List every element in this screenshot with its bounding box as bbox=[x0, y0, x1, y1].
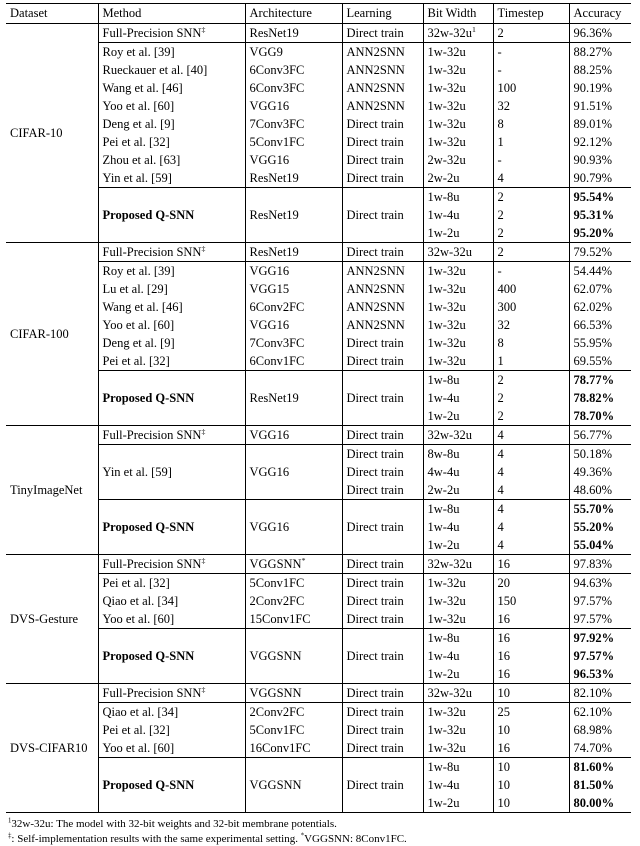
footnote-2: ‡: Self-implementation results with the same experimental setting. *VGGSNN: 8Conv1FC. bbox=[8, 832, 640, 846]
superscript: ‡ bbox=[8, 832, 11, 839]
cell-arch: VGG16 bbox=[245, 316, 342, 334]
cell-method: Deng et al. [9] bbox=[98, 115, 245, 133]
cell-bit: 1w-32u bbox=[423, 316, 493, 334]
table-row bbox=[6, 610, 631, 629]
cell-method: Pei et al. [32] bbox=[98, 133, 245, 151]
table-row bbox=[6, 24, 631, 43]
cell-timestep: 2 bbox=[493, 206, 569, 224]
cell-timestep: 8 bbox=[493, 115, 569, 133]
cell-learning: Direct train bbox=[342, 426, 423, 445]
cell-timestep: - bbox=[493, 151, 569, 169]
table-row bbox=[6, 43, 631, 62]
cell-timestep: 2 bbox=[493, 188, 569, 207]
footnotes bbox=[8, 817, 640, 846]
cell-learning: Direct train bbox=[342, 703, 423, 722]
cell-arch: 6Conv2FC bbox=[245, 298, 342, 316]
column-header-bit-width: Bit Width bbox=[423, 4, 493, 24]
cell-method: Full-Precision SNN‡ bbox=[98, 24, 245, 43]
header-row bbox=[6, 4, 631, 24]
cell-method: Proposed Q-SNN bbox=[98, 188, 245, 243]
cell-acc: 74.70% bbox=[569, 739, 631, 758]
table-row bbox=[6, 629, 631, 648]
cell-timestep: 2 bbox=[493, 407, 569, 426]
cell-bit: 2w-32u bbox=[423, 151, 493, 169]
cell-acc: 92.12% bbox=[569, 133, 631, 151]
cell-acc: 82.10% bbox=[569, 684, 631, 703]
cell-bit: 1w-32u bbox=[423, 703, 493, 722]
cell-arch: VGG16 bbox=[245, 426, 342, 445]
cell-method: Full-Precision SNN‡ bbox=[98, 555, 245, 574]
cell-method: Wang et al. [46] bbox=[98, 79, 245, 97]
cell-timestep: 16 bbox=[493, 555, 569, 574]
superscript: * bbox=[301, 832, 304, 839]
cell-acc: 78.77% bbox=[569, 371, 631, 390]
cell-arch: 5Conv1FC bbox=[245, 721, 342, 739]
cell-bit: $32w-32u^1$ bbox=[423, 24, 493, 43]
cell-acc: 90.93% bbox=[569, 151, 631, 169]
cell-timestep: 2 bbox=[493, 24, 569, 43]
cell-bit: 8w-8u bbox=[423, 445, 493, 464]
column-header-accuracy: Accuracy bbox=[569, 4, 631, 24]
cell-timestep: 2 bbox=[493, 224, 569, 243]
cell-method: Yin et al. [59] bbox=[98, 169, 245, 188]
cell-bit: 2w-2u bbox=[423, 169, 493, 188]
cell-acc: 91.51% bbox=[569, 97, 631, 115]
cell-method: Proposed Q-SNN bbox=[98, 371, 245, 426]
dataset-cell: CIFAR-10 bbox=[6, 24, 98, 243]
cell-bit: 1w-32u bbox=[423, 115, 493, 133]
cell-acc: 94.63% bbox=[569, 574, 631, 593]
cell-learning: ANN2SNN bbox=[342, 97, 423, 115]
table-row bbox=[6, 371, 631, 390]
cell-timestep: - bbox=[493, 262, 569, 281]
table-row bbox=[6, 316, 631, 334]
cell-timestep: - bbox=[493, 61, 569, 79]
cell-arch: VGGSNN bbox=[245, 758, 342, 813]
cell-timestep: 10 bbox=[493, 758, 569, 777]
cell-arch: VGG16 bbox=[245, 97, 342, 115]
cell-timestep: 4 bbox=[493, 169, 569, 188]
superscript: 1 bbox=[472, 25, 476, 34]
cell-bit: 1w-32u bbox=[423, 61, 493, 79]
cell-method: Yoo et al. [60] bbox=[98, 316, 245, 334]
cell-method: Wang et al. [46] bbox=[98, 298, 245, 316]
table-row bbox=[6, 758, 631, 777]
cell-learning: Direct train bbox=[342, 352, 423, 371]
cell-method: Yin et al. [59] bbox=[98, 445, 245, 500]
table-row bbox=[6, 592, 631, 610]
cell-method: Yoo et al. [60] bbox=[98, 739, 245, 758]
cell-arch: 2Conv2FC bbox=[245, 592, 342, 610]
cell-arch: 5Conv1FC bbox=[245, 133, 342, 151]
cell-bit: 32w-32u bbox=[423, 243, 493, 262]
cell-acc: 90.79% bbox=[569, 169, 631, 188]
cell-method: Zhou et al. [63] bbox=[98, 151, 245, 169]
cell-learning: Direct train bbox=[342, 629, 423, 684]
cell-learning: Direct train bbox=[342, 574, 423, 593]
cell-learning: ANN2SNN bbox=[342, 61, 423, 79]
cell-arch: VGG16 bbox=[245, 262, 342, 281]
table-header bbox=[6, 4, 631, 24]
superscript: * bbox=[302, 556, 306, 565]
cell-arch: ResNet19 bbox=[245, 243, 342, 262]
column-header-timestep: Timestep bbox=[493, 4, 569, 24]
cell-bit: 1w-32u bbox=[423, 43, 493, 62]
cell-bit: 1w-4u bbox=[423, 518, 493, 536]
column-header-dataset: Dataset bbox=[6, 4, 98, 24]
cell-bit: 1w-2u bbox=[423, 224, 493, 243]
cell-learning: Direct train bbox=[342, 24, 423, 43]
cell-arch: VGG16 bbox=[245, 151, 342, 169]
cell-bit: 2w-2u bbox=[423, 481, 493, 500]
cell-acc: 55.20% bbox=[569, 518, 631, 536]
cell-learning: Direct train bbox=[342, 684, 423, 703]
dataset-cell: TinyImageNet bbox=[6, 426, 98, 555]
cell-timestep: 16 bbox=[493, 665, 569, 684]
cell-bit: 1w-4u bbox=[423, 389, 493, 407]
cell-acc: 81.50% bbox=[569, 776, 631, 794]
cell-bit: 32w-32u bbox=[423, 684, 493, 703]
cell-method: Lu et al. [29] bbox=[98, 280, 245, 298]
cell-timestep: 10 bbox=[493, 776, 569, 794]
footnote-1: $^1$32w-32u: The model with 32-bit weights and 32-bit membrane potentials. bbox=[8, 817, 640, 832]
cell-bit: 1w-2u bbox=[423, 407, 493, 426]
cell-learning: Direct train bbox=[342, 151, 423, 169]
cell-arch: ResNet19 bbox=[245, 24, 342, 43]
cell-learning: ANN2SNN bbox=[342, 316, 423, 334]
cell-bit: 32w-32u bbox=[423, 555, 493, 574]
table-row bbox=[6, 574, 631, 593]
table-row bbox=[6, 262, 631, 281]
cell-bit: 1w-32u bbox=[423, 334, 493, 352]
cell-method: Pei et al. [32] bbox=[98, 352, 245, 371]
cell-bit: 1w-32u bbox=[423, 97, 493, 115]
cell-bit: 4w-4u bbox=[423, 463, 493, 481]
cell-acc: 96.53% bbox=[569, 665, 631, 684]
cell-arch: 15Conv1FC bbox=[245, 610, 342, 629]
cell-arch: VGG16 bbox=[245, 445, 342, 500]
column-header-architecture: Architecture bbox=[245, 4, 342, 24]
cell-acc: 97.83% bbox=[569, 555, 631, 574]
cell-arch: 16Conv1FC bbox=[245, 739, 342, 758]
cell-bit: 1w-2u bbox=[423, 794, 493, 813]
cell-method: Proposed Q-SNN bbox=[98, 500, 245, 555]
cell-method: Proposed Q-SNN bbox=[98, 629, 245, 684]
cell-acc: 97.92% bbox=[569, 629, 631, 648]
cell-timestep: 300 bbox=[493, 298, 569, 316]
cell-timestep: 20 bbox=[493, 574, 569, 593]
cell-method: Deng et al. [9] bbox=[98, 334, 245, 352]
cell-arch: VGGSNN bbox=[245, 629, 342, 684]
table-row bbox=[6, 352, 631, 371]
cell-learning: Direct train bbox=[342, 500, 423, 555]
cell-acc: 95.54% bbox=[569, 188, 631, 207]
cell-arch: VGG15 bbox=[245, 280, 342, 298]
cell-timestep: 4 bbox=[493, 463, 569, 481]
cell-method: Full-Precision SNN‡ bbox=[98, 243, 245, 262]
cell-acc: 78.82% bbox=[569, 389, 631, 407]
cell-method: Full-Precision SNN‡ bbox=[98, 684, 245, 703]
cell-acc: 49.36% bbox=[569, 463, 631, 481]
cell-timestep: 2 bbox=[493, 389, 569, 407]
cell-bit: 1w-32u bbox=[423, 610, 493, 629]
cell-timestep: 10 bbox=[493, 794, 569, 813]
cell-arch: 7Conv3FC bbox=[245, 115, 342, 133]
cell-acc: 54.44% bbox=[569, 262, 631, 281]
cell-acc: 50.18% bbox=[569, 445, 631, 464]
cell-arch: 7Conv3FC bbox=[245, 334, 342, 352]
cell-bit: 1w-32u bbox=[423, 574, 493, 593]
cell-arch: ResNet19 bbox=[245, 188, 342, 243]
cell-learning: Direct train bbox=[342, 133, 423, 151]
cell-arch: VGG16 bbox=[245, 500, 342, 555]
table-row bbox=[6, 334, 631, 352]
cell-learning: Direct train bbox=[342, 463, 423, 481]
superscript: ‡ bbox=[201, 244, 205, 253]
cell-timestep: 32 bbox=[493, 97, 569, 115]
cell-acc: 96.36% bbox=[569, 24, 631, 43]
cell-timestep: 16 bbox=[493, 739, 569, 758]
cell-acc: 62.10% bbox=[569, 703, 631, 722]
cell-bit: 1w-32u bbox=[423, 739, 493, 758]
cell-acc: 95.31% bbox=[569, 206, 631, 224]
cell-learning: Direct train bbox=[342, 115, 423, 133]
cell-learning: Direct train bbox=[342, 721, 423, 739]
cell-learning: Direct train bbox=[342, 592, 423, 610]
cell-timestep: 4 bbox=[493, 481, 569, 500]
cell-acc: 55.04% bbox=[569, 536, 631, 555]
cell-timestep: 10 bbox=[493, 684, 569, 703]
cell-method: Roy et al. [39] bbox=[98, 43, 245, 62]
cell-learning: Direct train bbox=[342, 371, 423, 426]
results-table bbox=[6, 3, 631, 813]
cell-timestep: 4 bbox=[493, 445, 569, 464]
cell-timestep: 10 bbox=[493, 721, 569, 739]
cell-learning: Direct train bbox=[342, 610, 423, 629]
cell-bit: 1w-2u bbox=[423, 665, 493, 684]
cell-bit: 1w-32u bbox=[423, 721, 493, 739]
cell-arch: ResNet19 bbox=[245, 371, 342, 426]
cell-arch: ResNet19 bbox=[245, 169, 342, 188]
table-row bbox=[6, 684, 631, 703]
table-row bbox=[6, 298, 631, 316]
table-row bbox=[6, 500, 631, 519]
dataset-cell: DVS-Gesture bbox=[6, 555, 98, 684]
table-row bbox=[6, 188, 631, 207]
cell-acc: 56.77% bbox=[569, 426, 631, 445]
cell-timestep: 4 bbox=[493, 518, 569, 536]
cell-acc: 95.20% bbox=[569, 224, 631, 243]
cell-timestep: 400 bbox=[493, 280, 569, 298]
cell-bit: 1w-32u bbox=[423, 262, 493, 281]
cell-acc: 97.57% bbox=[569, 647, 631, 665]
table-row bbox=[6, 555, 631, 574]
cell-timestep: 16 bbox=[493, 610, 569, 629]
cell-learning: Direct train bbox=[342, 445, 423, 464]
table-row bbox=[6, 61, 631, 79]
table-row bbox=[6, 426, 631, 445]
cell-learning: ANN2SNN bbox=[342, 79, 423, 97]
cell-acc: 97.57% bbox=[569, 592, 631, 610]
superscript: ‡ bbox=[201, 685, 205, 694]
cell-acc: 80.00% bbox=[569, 794, 631, 813]
superscript: ‡ bbox=[201, 556, 205, 565]
cell-learning: Direct train bbox=[342, 188, 423, 243]
cell-timestep: - bbox=[493, 43, 569, 62]
cell-learning: Direct train bbox=[342, 481, 423, 500]
cell-arch: 6Conv3FC bbox=[245, 61, 342, 79]
table-row bbox=[6, 703, 631, 722]
cell-learning: ANN2SNN bbox=[342, 262, 423, 281]
cell-timestep: 100 bbox=[493, 79, 569, 97]
table-row bbox=[6, 243, 631, 262]
cell-learning: Direct train bbox=[342, 334, 423, 352]
cell-acc: 55.70% bbox=[569, 500, 631, 519]
cell-arch: VGGSNN bbox=[245, 684, 342, 703]
cell-acc: 62.07% bbox=[569, 280, 631, 298]
cell-learning: Direct train bbox=[342, 243, 423, 262]
cell-bit: 1w-8u bbox=[423, 758, 493, 777]
cell-arch: VGGSNN* bbox=[245, 555, 342, 574]
cell-timestep: 4 bbox=[493, 426, 569, 445]
table-row bbox=[6, 169, 631, 188]
cell-bit: 1w-32u bbox=[423, 280, 493, 298]
cell-bit: 1w-8u bbox=[423, 371, 493, 390]
table-row bbox=[6, 115, 631, 133]
cell-learning: Direct train bbox=[342, 758, 423, 813]
cell-acc: 48.60% bbox=[569, 481, 631, 500]
cell-acc: 81.60% bbox=[569, 758, 631, 777]
cell-arch: 2Conv2FC bbox=[245, 703, 342, 722]
superscript: 1 bbox=[8, 817, 11, 824]
cell-method: Full-Precision SNN‡ bbox=[98, 426, 245, 445]
cell-bit: 1w-4u bbox=[423, 776, 493, 794]
cell-timestep: 2 bbox=[493, 243, 569, 262]
cell-learning: ANN2SNN bbox=[342, 43, 423, 62]
cell-method: Pei et al. [32] bbox=[98, 721, 245, 739]
cell-acc: 68.98% bbox=[569, 721, 631, 739]
cell-bit: 1w-8u bbox=[423, 500, 493, 519]
table-row bbox=[6, 445, 631, 464]
cell-bit: 1w-4u bbox=[423, 647, 493, 665]
cell-acc: 66.53% bbox=[569, 316, 631, 334]
cell-arch: 6Conv1FC bbox=[245, 352, 342, 371]
table-row bbox=[6, 151, 631, 169]
cell-method: Roy et al. [39] bbox=[98, 262, 245, 281]
table-row bbox=[6, 133, 631, 151]
cell-bit: 1w-32u bbox=[423, 79, 493, 97]
cell-arch: 6Conv3FC bbox=[245, 79, 342, 97]
cell-timestep: 25 bbox=[493, 703, 569, 722]
cell-learning: Direct train bbox=[342, 555, 423, 574]
cell-acc: 88.27% bbox=[569, 43, 631, 62]
cell-bit: 1w-8u bbox=[423, 629, 493, 648]
cell-method: Yoo et al. [60] bbox=[98, 97, 245, 115]
dataset-cell: CIFAR-100 bbox=[6, 243, 98, 426]
cell-acc: 55.95% bbox=[569, 334, 631, 352]
cell-bit: 1w-32u bbox=[423, 298, 493, 316]
cell-bit: 32w-32u bbox=[423, 426, 493, 445]
cell-acc: 90.19% bbox=[569, 79, 631, 97]
cell-timestep: 16 bbox=[493, 647, 569, 665]
cell-acc: 97.57% bbox=[569, 610, 631, 629]
column-header-learning: Learning bbox=[342, 4, 423, 24]
cell-arch: VGG9 bbox=[245, 43, 342, 62]
table-row bbox=[6, 79, 631, 97]
superscript: ‡ bbox=[201, 427, 205, 436]
dataset-cell: DVS-CIFAR10 bbox=[6, 684, 98, 813]
cell-method: Pei et al. [32] bbox=[98, 574, 245, 593]
table-body bbox=[6, 24, 631, 813]
cell-bit: 1w-32u bbox=[423, 592, 493, 610]
cell-learning: Direct train bbox=[342, 169, 423, 188]
superscript: ‡ bbox=[201, 25, 205, 34]
cell-method: Rueckauer et al. [40] bbox=[98, 61, 245, 79]
cell-method: Proposed Q-SNN bbox=[98, 758, 245, 813]
cell-acc: 62.02% bbox=[569, 298, 631, 316]
cell-timestep: 2 bbox=[493, 371, 569, 390]
cell-acc: 89.01% bbox=[569, 115, 631, 133]
cell-bit: 1w-2u bbox=[423, 536, 493, 555]
cell-timestep: 150 bbox=[493, 592, 569, 610]
cell-learning: Direct train bbox=[342, 739, 423, 758]
cell-acc: 79.52% bbox=[569, 243, 631, 262]
table-row bbox=[6, 739, 631, 758]
cell-acc: 78.70% bbox=[569, 407, 631, 426]
cell-timestep: 4 bbox=[493, 536, 569, 555]
cell-timestep: 1 bbox=[493, 133, 569, 151]
cell-acc: 88.25% bbox=[569, 61, 631, 79]
table-row bbox=[6, 97, 631, 115]
table-row bbox=[6, 721, 631, 739]
table-row bbox=[6, 280, 631, 298]
cell-bit: 1w-32u bbox=[423, 352, 493, 371]
cell-bit: 1w-4u bbox=[423, 206, 493, 224]
column-header-method: Method bbox=[98, 4, 245, 24]
cell-learning: ANN2SNN bbox=[342, 298, 423, 316]
cell-method: Qiao et al. [34] bbox=[98, 703, 245, 722]
cell-timestep: 4 bbox=[493, 500, 569, 519]
cell-arch: 5Conv1FC bbox=[245, 574, 342, 593]
page bbox=[0, 3, 640, 839]
cell-timestep: 8 bbox=[493, 334, 569, 352]
cell-timestep: 16 bbox=[493, 629, 569, 648]
cell-learning: ANN2SNN bbox=[342, 280, 423, 298]
cell-method: Yoo et al. [60] bbox=[98, 610, 245, 629]
cell-timestep: 1 bbox=[493, 352, 569, 371]
cell-bit: 1w-32u bbox=[423, 133, 493, 151]
cell-method: Qiao et al. [34] bbox=[98, 592, 245, 610]
cell-bit: 1w-8u bbox=[423, 188, 493, 207]
cell-acc: 69.55% bbox=[569, 352, 631, 371]
cell-timestep: 32 bbox=[493, 316, 569, 334]
